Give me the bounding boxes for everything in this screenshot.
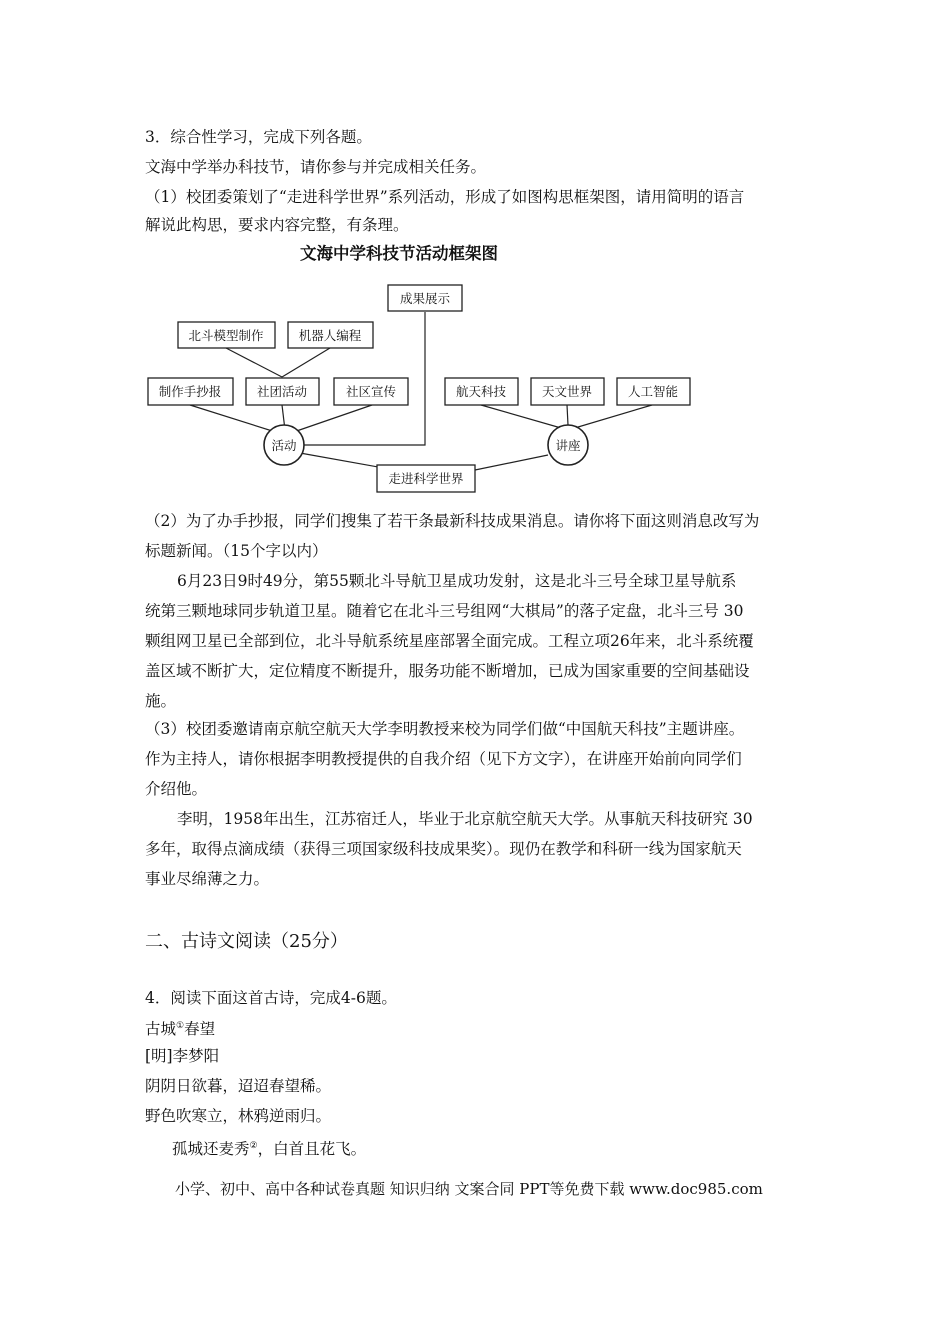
svg-text:机器人编程: 机器人编程 — [298, 328, 362, 343]
node-zoujin — [377, 465, 475, 492]
svg-text:走进科学世界: 走进科学世界 — [388, 471, 464, 486]
node-huodong — [264, 425, 304, 465]
bio-line-1: 李明，1958年出生，江苏宿迁人，毕业于北京航空航天大学。从事航天科技研究 30 — [177, 810, 753, 828]
note-marker-1: ① — [176, 1021, 185, 1031]
node-beidou — [178, 322, 275, 348]
q3-header: 3．综合性学习，完成下列各题。 — [145, 128, 372, 146]
news-line-4: 盖区域不断扩大，定位精度不断提升，服务功能不断增加，已成为国家重要的空间基础设 — [145, 662, 750, 680]
news-line-5: 施。 — [145, 692, 177, 710]
node-shetuan — [246, 378, 319, 405]
svg-text:社区宣传: 社区宣传 — [345, 384, 397, 399]
svg-text:制作手抄报: 制作手抄报 — [158, 384, 222, 399]
svg-text:北斗模型制作: 北斗模型制作 — [188, 328, 264, 343]
news-line-1: 6月23日9时49分，第55颗北斗导航卫星成功发射，这是北斗三号全球卫星导航系 — [177, 572, 737, 590]
svg-text:成果展示: 成果展示 — [399, 291, 451, 306]
section2-title: 二、古诗文阅读（25分） — [145, 931, 348, 952]
bio-line-3: 事业尽绵薄之力。 — [145, 870, 270, 888]
q3-sub3-line1: （3）校团委邀请南京航空航天大学李明教授来校为同学们做“中国航天科技”主题讲座。 — [145, 720, 745, 738]
svg-text:天文世界: 天文世界 — [541, 384, 593, 399]
q3-sub3-line2: 作为主持人，请你根据李明教授提供的自我介绍（见下方文字），在讲座开始前向同学们 — [145, 750, 742, 768]
bio-line-2: 多年，取得点滴成绩（获得三项国家级科技成果奖）。现仍在教学和科研一线为国家航天 — [145, 840, 742, 858]
svg-text:人工智能: 人工智能 — [627, 384, 679, 399]
q3-sub2-line2: 标题新闻。（15个字以内） — [145, 542, 328, 560]
node-hangtian — [445, 378, 518, 405]
page-footer: 小学、初中、高中各种试卷真题 知识归纳 文案合同 PPT等免费下载 www.doc985.com — [175, 1180, 763, 1198]
node-chengguo — [388, 285, 462, 311]
q4-header: 4．阅读下面这首古诗，完成4-6题。 — [145, 989, 397, 1007]
note-marker-2: ② — [249, 1141, 258, 1151]
node-jiangzuo — [548, 425, 588, 465]
q3-sub1-line2: 解说此构思，要求内容完整，有条理。 — [145, 216, 409, 234]
news-line-3: 颗组网卫星已全部到位，北斗导航系统星座部署全面完成。工程立项26年来，北斗系统覆 — [145, 632, 754, 650]
svg-text:讲座: 讲座 — [555, 438, 581, 453]
q3-sub2-line1: （2）为了办手抄报，同学们搜集了若干条最新科技成果消息。请你将下面这则消息改写为 — [145, 512, 760, 530]
node-rengong — [617, 378, 690, 405]
node-shouchaobao — [148, 378, 233, 405]
poem-line-1: 阴阴日欲暮，迢迢春望稀。 — [145, 1077, 332, 1095]
poem-line-2: 野色吹寒立，林鸦逆雨归。 — [145, 1107, 332, 1125]
poem-line-3: 孤城还麦秀②，白首且花飞。 — [172, 1140, 367, 1159]
poem-author: [明]李梦阳 — [145, 1047, 220, 1065]
node-tianwen — [531, 378, 604, 405]
q3-intro: 文海中学举办科技节，请你参与并完成相关任务。 — [145, 158, 487, 176]
svg-text:航天科技: 航天科技 — [455, 384, 507, 399]
framework-diagram — [0, 0, 950, 500]
svg-text:活动: 活动 — [271, 438, 297, 453]
poem-title: 古城①春望 — [145, 1020, 216, 1039]
diagram-title: 文海中学科技节活动框架图 — [300, 244, 498, 263]
news-line-2: 统第三颗地球同步轨道卫星。随着它在北斗三号组网“大棋局”的落子定盘，北斗三号 30 — [145, 602, 744, 620]
svg-text:社团活动: 社团活动 — [256, 384, 308, 399]
node-shequ — [334, 378, 408, 405]
node-jiqiren — [288, 322, 373, 348]
q3-sub3-line3: 介绍他。 — [145, 780, 208, 798]
q3-sub1-line1: （1）校团委策划了“走进科学世界”系列活动，形成了如图构思框架图，请用简明的语言 — [145, 188, 745, 206]
